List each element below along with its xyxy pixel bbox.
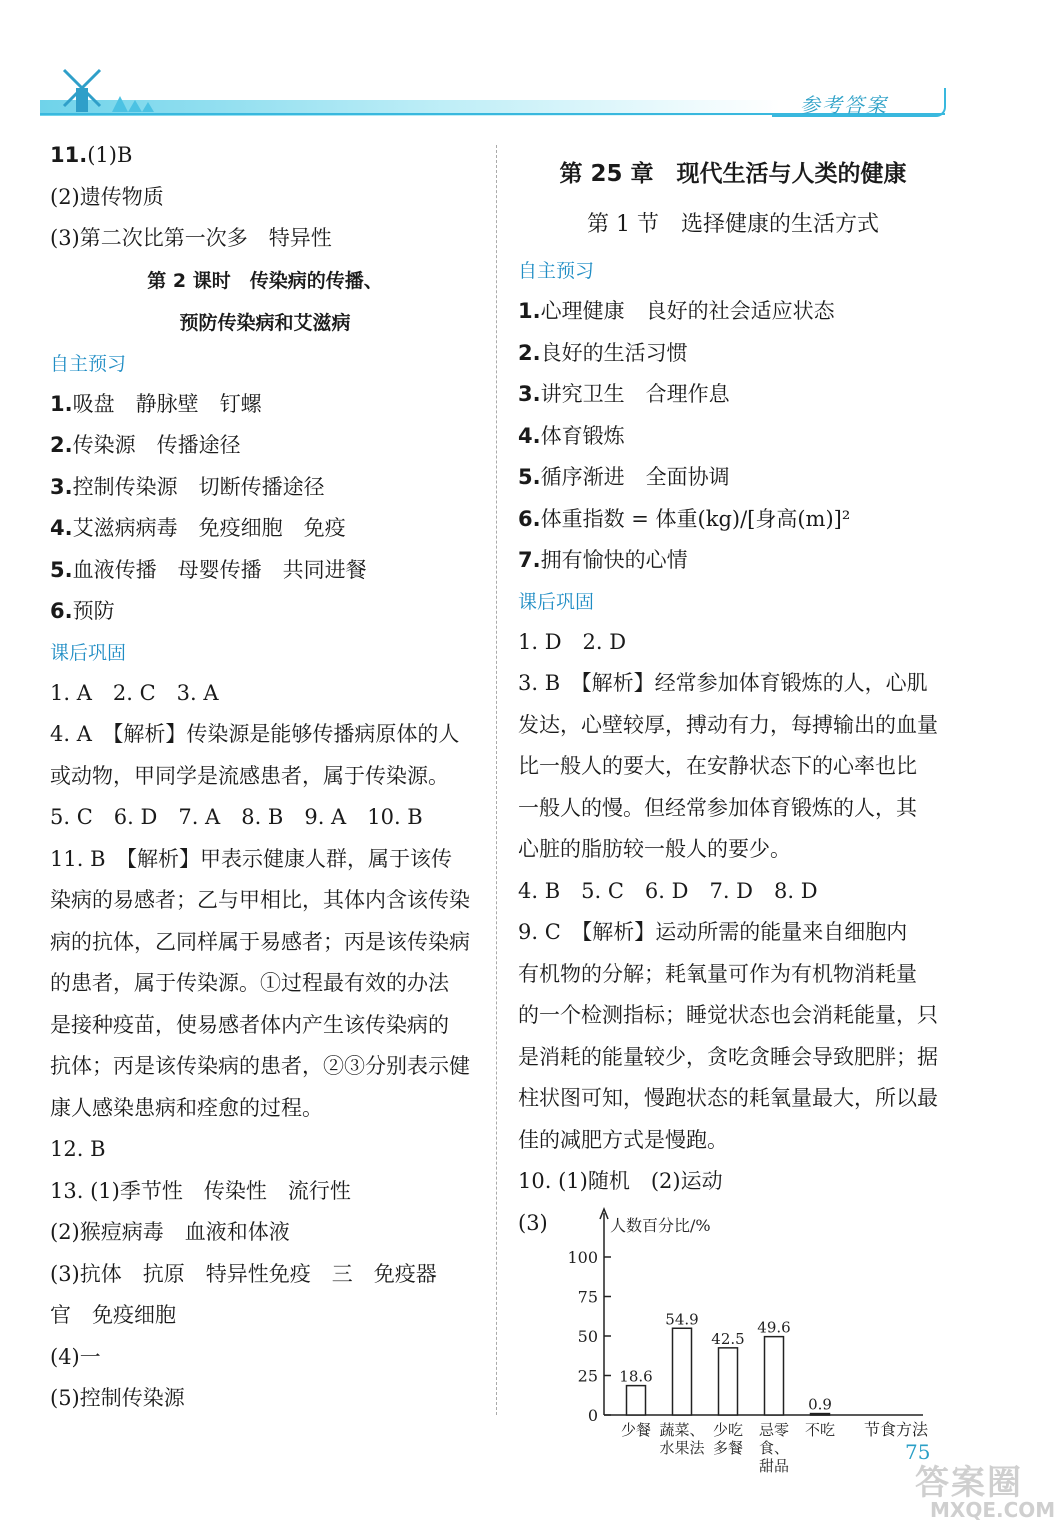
answer-line [518, 1078, 948, 1120]
answer-line [518, 912, 948, 954]
item-number: 1. [518, 299, 541, 323]
answer-line [518, 333, 948, 375]
answer-text: 官 免疫细胞 [50, 1303, 176, 1327]
answer-text: 1. D 2. D [518, 629, 627, 654]
lesson-title-line-1: 第 2 课时 传染病的传播、 [147, 269, 383, 292]
answer-text: 传染源 传播途径 [72, 433, 241, 457]
bar [811, 1413, 830, 1415]
answer-text: 10. (1)随机 (2)运动 [518, 1169, 723, 1193]
page-number: 75 [905, 1440, 931, 1464]
answer-line [518, 457, 948, 499]
answer-text: 比一般人的要大，在安静状态下的心率也比 [518, 754, 917, 778]
lesson-title-line-2: 预防传染病和艾滋病 [179, 311, 351, 334]
answer-line [50, 1295, 480, 1337]
answer-line [518, 416, 948, 458]
answer-line [518, 746, 948, 788]
answer-line [518, 1120, 948, 1162]
right-column [518, 135, 948, 1473]
answer-text: 体育锻炼 [540, 423, 625, 448]
answer-line [50, 839, 480, 881]
answer-text: 佳的减肥方式是慢跑。 [518, 1127, 728, 1152]
left-column [50, 135, 480, 1420]
answer-text: 染病的易感者；乙与甲相比，其体内含该传染 [50, 888, 470, 912]
bar-value-label: 0.9 [808, 1395, 832, 1414]
bar-value-label: 49.6 [757, 1318, 791, 1337]
y-tick-label: 0 [587, 1405, 598, 1425]
answer-text: 循序渐进 全面协调 [540, 465, 730, 489]
category-label: 不吃 [804, 1420, 836, 1439]
category-label: 少吃 [712, 1420, 744, 1439]
item-number: 4. [50, 516, 73, 540]
watermark: 答案圈 [915, 1463, 1023, 1503]
item-number: 2. [518, 340, 541, 365]
answer-text: 血液传播 母婴传播 共同进餐 [72, 557, 367, 582]
answer-line [50, 1129, 480, 1171]
answer-text: 拥有愉快的心情 [540, 548, 688, 572]
category-label: 忌零 [758, 1420, 790, 1439]
answer-line [518, 705, 948, 747]
answer-line [50, 425, 480, 467]
answer-line [50, 1337, 480, 1379]
answer-text: 是消耗的能量较少，贪吃贪睡会导致肥胖；据 [518, 1044, 938, 1069]
answer-line [50, 135, 480, 177]
bar-value-label: 42.5 [711, 1329, 745, 1348]
answer-text: 体重指数 = 体重(kg)/[身高(m)]² [540, 506, 851, 531]
answer-text: 的患者，属于传染源。①过程最有效的办法 [50, 971, 449, 995]
answer-text: 抗体；丙是该传染病的患者，②③分别表示健 [50, 1054, 470, 1078]
category-label: 少餐 [620, 1420, 652, 1439]
section-heading-preview: 自主预习 [518, 260, 595, 282]
answer-line [50, 508, 480, 550]
answer-line [50, 714, 480, 756]
answer-text: 13. (1)季节性 传染性 流行性 [50, 1178, 351, 1203]
answer-text: 3. B 【解析】经常参加体育锻炼的人，心肌 [518, 671, 928, 695]
answer-line [50, 1254, 480, 1296]
answer-line [50, 1088, 480, 1130]
answer-line [50, 922, 480, 964]
answer-line [50, 673, 480, 715]
answer-text: 4. A 【解析】传染源是能够传播病原体的人 [50, 722, 460, 746]
item-number: 4. [518, 423, 541, 448]
y-tick-label: 75 [577, 1287, 598, 1306]
answer-line [518, 291, 948, 333]
answer-text: 发达，心壁较厚，搏动有力，每搏输出的血量 [518, 712, 938, 737]
column-divider [496, 145, 497, 1415]
section-title: 第 1 节 选择健康的生活方式 [587, 212, 879, 237]
item-number: 1. [50, 391, 73, 416]
answer-line [518, 540, 948, 582]
answer-text: 9. C 【解析】运动所需的能量来自细胞内 [518, 920, 908, 944]
section-heading-preview: 自主预习 [50, 352, 127, 375]
answer-line [50, 1171, 480, 1213]
answer-line [50, 963, 480, 1005]
bar [719, 1347, 738, 1414]
answer-text: (2)猴痘病毒 血液和体液 [50, 1220, 290, 1244]
answer-text: 心脏的脂肪较一般人的要少。 [518, 837, 791, 861]
y-tick-label: 25 [577, 1366, 598, 1385]
answer-text: (2)遗传物质 [50, 184, 164, 209]
category-label: 甜品 [758, 1456, 790, 1475]
answer-text: (3)抗体 抗原 特异性免疫 三 免疫器 [50, 1261, 437, 1286]
answer-line [50, 177, 480, 219]
chapter-title: 第 25 章 现代生活与人类的健康 [559, 161, 907, 187]
category-label: 蔬菜、 [659, 1420, 705, 1439]
item-number: 3. [50, 474, 73, 499]
answer-line [518, 788, 948, 830]
answer-text: 5. C 6. D 7. A 8. B 9. A 10. B [50, 805, 423, 829]
answer-text: (5)控制传染源 [50, 1386, 185, 1410]
item-number: 5. [518, 465, 541, 489]
item-number: 6. [50, 599, 73, 623]
bar-value-label: 18.6 [619, 1367, 653, 1386]
answer-text: 良好的生活习惯 [540, 340, 688, 365]
answer-text: 柱状图可知，慢跑状态的耗氧量最大，所以最 [518, 1086, 938, 1110]
item-number: 3. [518, 382, 541, 406]
answer-line [518, 1161, 948, 1203]
y-tick-label: 100 [567, 1247, 598, 1267]
answer-line [50, 1212, 480, 1254]
answer-text: (4)一 [50, 1344, 101, 1369]
section-heading-review: 课后巩固 [50, 641, 127, 664]
answer-line [518, 663, 948, 705]
bar [765, 1336, 784, 1414]
x-axis-label: 节食方法 [864, 1419, 929, 1439]
item-number: 2. [50, 433, 73, 457]
answer-text: 心理健康 良好的社会适应状态 [540, 299, 835, 323]
answer-line [518, 1037, 948, 1079]
answer-line [50, 550, 480, 592]
answer-line [518, 499, 948, 541]
answer-line [518, 829, 948, 871]
answer-text: 1. A 2. C 3. A [50, 680, 219, 705]
answer-line [50, 218, 480, 260]
category-label: 食、 [758, 1438, 790, 1457]
y-axis-label: 人数百分比/% [610, 1215, 711, 1235]
item-number: 5. [50, 557, 73, 582]
answer-text: 控制传染源 切断传播途径 [72, 474, 325, 499]
bar [627, 1385, 646, 1414]
chart-prefix: (3) [518, 1210, 548, 1235]
category-label: 多餐 [712, 1438, 744, 1457]
answer-line [50, 467, 480, 509]
answer-line [50, 384, 480, 426]
answer-line [518, 622, 948, 664]
answer-text: (3)第二次比第一次多 特异性 [50, 226, 332, 250]
answer-text: 4. B 5. C 6. D 7. D 8. D [518, 878, 818, 903]
answer-text: 一般人的慢。但经常参加体育锻炼的人，其 [518, 795, 917, 820]
answer-line [518, 954, 948, 996]
answer-text: 有机物的分解；耗氧量可作为有机物消耗量 [518, 961, 917, 986]
answer-line [50, 1005, 480, 1047]
answer-text: 讲究卫生 合理作息 [540, 382, 730, 406]
answer-line [50, 1046, 480, 1088]
bar-chart [548, 1201, 948, 1475]
section-heading-review: 课后巩固 [518, 590, 595, 613]
answer-text: 吸盘 静脉壁 钉螺 [72, 391, 262, 416]
chart-block [518, 1203, 948, 1473]
answer-text: 的一个检测指标；睡觉状态也会消耗能量，只 [518, 1003, 938, 1027]
answer-text: 艾滋病病毒 免疫细胞 免疫 [72, 516, 346, 540]
answer-line [50, 756, 480, 798]
bar-value-label: 54.9 [665, 1309, 699, 1328]
answer-line [518, 995, 948, 1037]
answer-line [50, 1378, 480, 1420]
answer-text: (1)B [87, 143, 133, 167]
watermark-url: MXQE.COM [930, 1498, 1055, 1522]
bar [673, 1328, 692, 1415]
item-number: 7. [518, 548, 541, 572]
answer-text: 或动物，甲同学是流感患者，属于传染源。 [50, 763, 449, 788]
answer-line [50, 880, 480, 922]
answer-line [518, 871, 948, 913]
answer-line [518, 374, 948, 416]
answer-text: 预防 [72, 599, 115, 623]
header-title: 参考答案 [800, 93, 888, 117]
answer-line [50, 797, 480, 839]
answer-text: 是接种疫苗，使易感者体内产生该传染病的 [50, 1012, 449, 1037]
y-tick-label: 50 [577, 1326, 598, 1346]
item-number: 6. [518, 506, 541, 531]
answer-text: 康人感染患病和痊愈的过程。 [50, 1095, 323, 1120]
category-label: 水果法 [659, 1438, 705, 1457]
item-number: 11. [50, 143, 88, 167]
answer-line [50, 591, 480, 633]
answer-text: 12. B [50, 1137, 106, 1161]
answer-text: 11. B 【解析】甲表示健康人群，属于该传 [50, 846, 453, 871]
windmill-icon [52, 62, 162, 114]
answer-text: 病的抗体，乙同样属于易感者；丙是该传染病 [50, 929, 470, 954]
